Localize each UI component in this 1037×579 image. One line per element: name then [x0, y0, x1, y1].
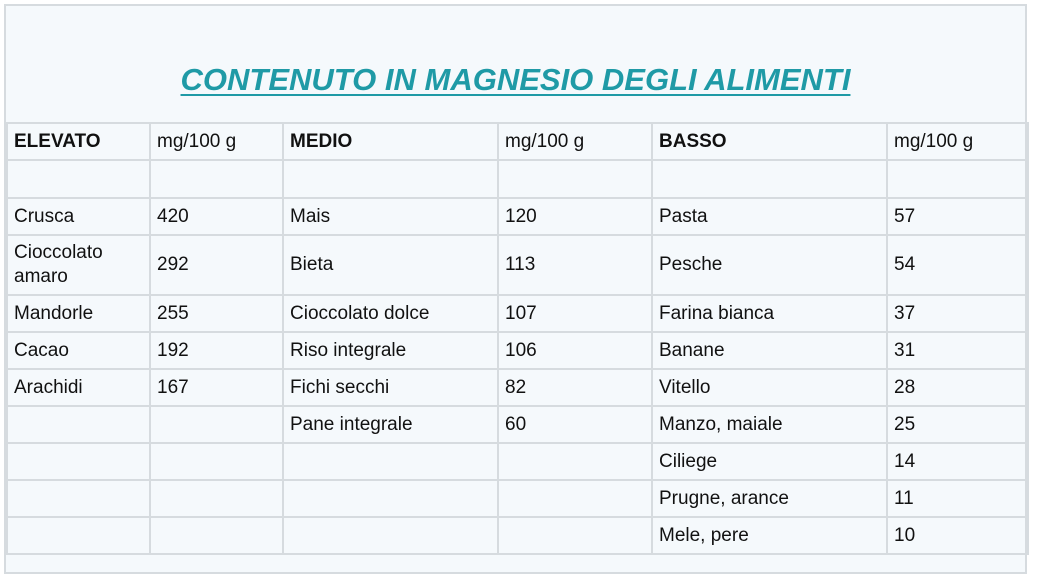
- blank-cell: [498, 160, 652, 198]
- food-basso: Ciliege: [652, 443, 887, 480]
- table-row: [7, 517, 1028, 554]
- food-medio: Fichi secchi: [283, 369, 498, 406]
- value-medio: [498, 480, 652, 517]
- value-medio: 113: [498, 235, 652, 295]
- value-elevato: 192: [150, 332, 283, 369]
- header-elevato: ELEVATO: [7, 123, 150, 160]
- food-basso: Prugne, arance: [652, 480, 887, 517]
- food-medio: [283, 443, 498, 480]
- value-elevato: 167: [150, 369, 283, 406]
- page-title: CONTENUTO IN MAGNESIO DEGLI ALIMENTI: [180, 62, 851, 97]
- food-medio: Cioccolato dolce: [283, 295, 498, 332]
- food-medio: Mais: [283, 198, 498, 235]
- value-basso: 37: [887, 295, 1028, 332]
- value-basso: 10: [887, 517, 1028, 554]
- value-elevato: [150, 406, 283, 443]
- value-medio: 106: [498, 332, 652, 369]
- blank-row: [7, 160, 1028, 198]
- food-medio: Bieta: [283, 235, 498, 295]
- table-row: [7, 198, 1028, 235]
- value-basso: 57: [887, 198, 1028, 235]
- value-basso: 31: [887, 332, 1028, 369]
- value-medio: 120: [498, 198, 652, 235]
- blank-cell: [150, 160, 283, 198]
- magnesium-table-sheet: [4, 4, 1027, 574]
- food-basso: Pesche: [652, 235, 887, 295]
- value-medio: [498, 517, 652, 554]
- blank-cell: [283, 160, 498, 198]
- food-elevato: [7, 443, 150, 480]
- food-elevato: [7, 517, 150, 554]
- header-row: [7, 123, 1028, 160]
- food-elevato: Crusca: [7, 198, 150, 235]
- header-medio: MEDIO: [283, 123, 498, 160]
- value-basso: 14: [887, 443, 1028, 480]
- header-unit-medio: mg/100 g: [498, 123, 652, 160]
- value-medio: 60: [498, 406, 652, 443]
- value-medio: 82: [498, 369, 652, 406]
- food-medio: [283, 517, 498, 554]
- table-row: [7, 295, 1028, 332]
- value-basso: 28: [887, 369, 1028, 406]
- table-row: [7, 443, 1028, 480]
- header-unit-basso: mg/100 g: [887, 123, 1028, 160]
- blank-cell: [652, 160, 887, 198]
- food-elevato: [7, 406, 150, 443]
- table-row: [7, 332, 1028, 369]
- title-area: [6, 6, 1025, 122]
- header-unit-elevato: mg/100 g: [150, 123, 283, 160]
- food-elevato: Cioccolato amaro: [7, 235, 150, 295]
- blank-cell: [887, 160, 1028, 198]
- value-elevato: [150, 443, 283, 480]
- food-medio: Riso integrale: [283, 332, 498, 369]
- food-elevato: [7, 480, 150, 517]
- value-elevato: 255: [150, 295, 283, 332]
- table-row: [7, 235, 1028, 295]
- value-basso: 11: [887, 480, 1028, 517]
- value-medio: 107: [498, 295, 652, 332]
- food-elevato: Mandorle: [7, 295, 150, 332]
- value-basso: 54: [887, 235, 1028, 295]
- food-elevato: Cacao: [7, 332, 150, 369]
- table-row: [7, 406, 1028, 443]
- food-elevato: Arachidi: [7, 369, 150, 406]
- food-medio: Pane integrale: [283, 406, 498, 443]
- blank-cell: [7, 160, 150, 198]
- food-medio: [283, 480, 498, 517]
- food-basso: Banane: [652, 332, 887, 369]
- value-medio: [498, 443, 652, 480]
- food-basso: Vitello: [652, 369, 887, 406]
- magnesium-table: [6, 122, 1029, 555]
- food-basso: Mele, pere: [652, 517, 887, 554]
- header-basso: BASSO: [652, 123, 887, 160]
- table-row: [7, 480, 1028, 517]
- food-basso: Manzo, maiale: [652, 406, 887, 443]
- food-basso: Pasta: [652, 198, 887, 235]
- value-elevato: [150, 517, 283, 554]
- table-row: [7, 369, 1028, 406]
- value-elevato: 420: [150, 198, 283, 235]
- value-elevato: 292: [150, 235, 283, 295]
- food-basso: Farina bianca: [652, 295, 887, 332]
- value-basso: 25: [887, 406, 1028, 443]
- value-elevato: [150, 480, 283, 517]
